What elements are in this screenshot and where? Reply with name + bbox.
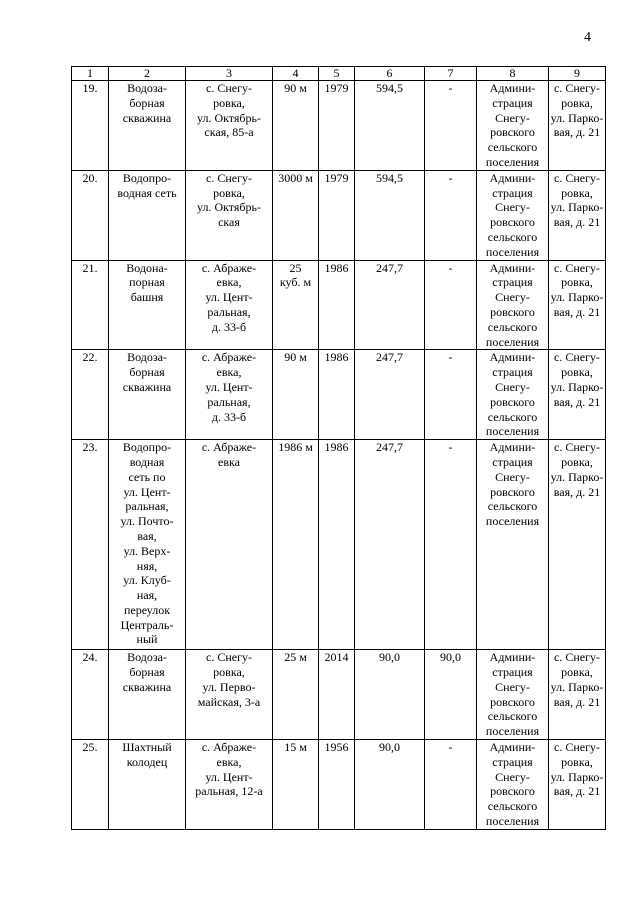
owner-name — [477, 81, 549, 171]
owner-address-line: ул. Парко- — [550, 290, 604, 305]
object-location-line: д. 33-б — [211, 409, 247, 424]
object-size — [273, 81, 319, 171]
residual-value: - — [425, 170, 477, 260]
owner-name-line: Админи- — [489, 350, 536, 365]
object-location-line: ул. Цент- — [205, 290, 253, 305]
object-location-line: д. 33-б — [211, 319, 247, 334]
object-name-line: ральная, — [125, 499, 169, 514]
table-row — [72, 170, 606, 260]
object-name-line: ул. Почто- — [120, 514, 174, 529]
residual-value: - — [425, 81, 477, 171]
object-name-line: борная — [129, 365, 165, 380]
owner-address-line: вая, д. 21 — [553, 215, 601, 230]
owner-address-line: вая, д. 21 — [553, 784, 601, 799]
object-name-line: Водона- — [126, 260, 168, 275]
object-location-line: евка — [218, 454, 240, 469]
header-cell-4: 4 — [273, 67, 319, 81]
owner-name-line: Админи- — [489, 739, 536, 754]
owner-name-line: ровского — [490, 304, 535, 319]
object-location-line: ул. Октябрь- — [197, 200, 261, 215]
owner-address-line: ровка, — [561, 454, 593, 469]
owner-name-line: страция — [492, 95, 533, 110]
object-location-line: с. Снегу- — [206, 81, 252, 95]
book-value: 594,5 — [355, 170, 425, 260]
object-location-line: ральная, 12-а — [195, 784, 263, 799]
book-value: 247,7 — [355, 440, 425, 650]
owner-name-line: сельского — [487, 319, 538, 334]
object-name-line: переулок — [123, 602, 171, 617]
object-name-line: башня — [130, 290, 164, 305]
table-row — [72, 440, 606, 650]
owner-name-line: сельского — [487, 799, 538, 814]
owner-address-line: вая, д. 21 — [553, 694, 601, 709]
object-location — [186, 170, 273, 260]
owner-address-line: с. Снегу- — [554, 81, 600, 95]
object-size-line: куб. м — [279, 275, 312, 290]
object-name-line: Водоза- — [127, 650, 167, 665]
row-number: 19. — [72, 81, 109, 171]
object-size — [273, 350, 319, 440]
header-cell-8: 8 — [477, 67, 549, 81]
object-location — [186, 81, 273, 171]
table-row — [72, 350, 606, 440]
owner-name-line: страция — [492, 664, 533, 679]
row-number: 24. — [72, 650, 109, 740]
object-name-line: ул. Цент- — [123, 484, 171, 499]
book-value: 90,0 — [355, 739, 425, 829]
object-location-line: ул. Цент- — [205, 769, 253, 784]
owner-name-line: сельского — [487, 140, 538, 155]
owner-address-line: с. Снегу- — [554, 440, 600, 455]
owner-address-line: ровка, — [561, 95, 593, 110]
object-size-line: 15 м — [284, 739, 307, 754]
object-location-line: ральная, — [207, 394, 251, 409]
owner-address-line: ровка, — [561, 365, 593, 380]
object-location-line: с. Снегу- — [206, 650, 252, 665]
owner-name-line: поселения — [485, 813, 540, 828]
object-size-line: 90 м — [284, 350, 307, 365]
book-value: 247,7 — [355, 350, 425, 440]
object-size — [273, 650, 319, 740]
owner-name — [477, 350, 549, 440]
owner-name-line: Админи- — [489, 170, 536, 185]
owner-address-line: с. Снегу- — [554, 650, 600, 665]
owner-name-line: Снегу- — [495, 379, 530, 394]
object-location-line: ул. Перво- — [202, 679, 256, 694]
object-name-line: борная — [129, 664, 165, 679]
object-name-line: Централь- — [120, 617, 174, 632]
object-name-line: Шахтный — [122, 739, 172, 754]
row-number: 22. — [72, 350, 109, 440]
object-size-line: 25 м — [284, 650, 307, 665]
owner-name — [477, 260, 549, 350]
object-name-line: скважина — [122, 679, 172, 694]
year-built: 1986 — [319, 350, 355, 440]
object-name-line: скважина — [122, 110, 172, 125]
owner-name-line: страция — [492, 365, 533, 380]
object-location-line: с. Абраже- — [201, 260, 257, 275]
object-size-line: 3000 м — [278, 170, 313, 185]
residual-value: - — [425, 350, 477, 440]
owner-address-line: ул. Парко- — [550, 379, 604, 394]
table-row — [72, 81, 606, 171]
book-value: 247,7 — [355, 260, 425, 350]
owner-address-line: с. Снегу- — [554, 170, 600, 185]
table-row — [72, 650, 606, 740]
page-number: 4 — [584, 30, 591, 45]
object-name-line: ул. Клуб- — [123, 573, 171, 588]
object-name-line: ная, — [136, 588, 158, 603]
owner-name-line: ровского — [490, 484, 535, 499]
object-location-line: с. Абраже- — [201, 739, 257, 754]
object-location-line: ровка, — [213, 185, 245, 200]
owner-name-line: ровского — [490, 394, 535, 409]
object-name — [109, 81, 186, 171]
book-value: 594,5 — [355, 81, 425, 171]
owner-name-line: Снегу- — [495, 769, 530, 784]
object-name-line: Водоза- — [127, 81, 167, 95]
object-name-line: сеть по — [128, 469, 166, 484]
table-row — [72, 739, 606, 829]
owner-address-line: с. Снегу- — [554, 739, 600, 754]
owner-name-line: Снегу- — [495, 110, 530, 125]
owner-name-line: сельского — [487, 499, 538, 514]
owner-name-line: сельского — [487, 409, 538, 424]
owner-name-line: Снегу- — [495, 200, 530, 215]
object-location — [186, 350, 273, 440]
object-location-line: ул. Цент- — [205, 379, 253, 394]
year-built: 2014 — [319, 650, 355, 740]
residual-value: 90,0 — [425, 650, 477, 740]
owner-name-line: Админи- — [489, 81, 536, 95]
owner-name-line: поселения — [485, 154, 540, 169]
owner-name-line: поселения — [485, 334, 540, 349]
object-name-line: ный — [136, 632, 158, 647]
object-name-line: няя, — [136, 558, 158, 573]
object-location-line: с. Снегу- — [206, 170, 252, 185]
object-location-line: с. Абраже- — [201, 440, 257, 455]
object-location — [186, 650, 273, 740]
owner-name — [477, 650, 549, 740]
owner-name-line: Админи- — [489, 650, 536, 665]
header-row — [72, 67, 606, 81]
year-built: 1979 — [319, 81, 355, 171]
object-name-line: водная сеть — [117, 185, 177, 200]
owner-address-line: с. Снегу- — [554, 260, 600, 275]
owner-name-line: ровского — [490, 125, 535, 140]
owner-name — [477, 440, 549, 650]
owner-name-line: Админи- — [489, 440, 536, 455]
year-built: 1986 — [319, 440, 355, 650]
owner-name-line: поселения — [485, 424, 540, 439]
year-built: 1956 — [319, 739, 355, 829]
owner-address-line: вая, д. 21 — [553, 484, 601, 499]
owner-name-line: ровского — [490, 784, 535, 799]
row-number: 21. — [72, 260, 109, 350]
owner-address-line: ровка, — [561, 664, 593, 679]
owner-address-line: ул. Парко- — [550, 110, 604, 125]
object-size-line: 90 м — [284, 81, 307, 95]
book-value: 90,0 — [355, 650, 425, 740]
object-location-line: ральная, — [207, 304, 251, 319]
owner-address-line: ул. Парко- — [550, 200, 604, 215]
header-cell-7: 7 — [425, 67, 477, 81]
object-name-line: порная — [129, 275, 165, 290]
object-location-line: ровка, — [213, 664, 245, 679]
owner-name-line: страция — [492, 754, 533, 769]
owner-address — [549, 81, 606, 171]
header-cell-3: 3 — [186, 67, 273, 81]
row-number: 25. — [72, 739, 109, 829]
owner-address-line: с. Снегу- — [554, 350, 600, 365]
residual-value: - — [425, 440, 477, 650]
object-name-line: скважина — [122, 379, 172, 394]
owner-address — [549, 650, 606, 740]
owner-name-line: сельского — [487, 709, 538, 724]
owner-address-line: ул. Парко- — [550, 469, 604, 484]
object-location — [186, 440, 273, 650]
header-cell-1: 1 — [72, 67, 109, 81]
object-name — [109, 260, 186, 350]
object-name-line: Водопро- — [122, 440, 172, 455]
owner-name-line: ровского — [490, 215, 535, 230]
header-cell-9: 9 — [549, 67, 606, 81]
owner-name-line: страция — [492, 275, 533, 290]
header-cell-5: 5 — [319, 67, 355, 81]
owner-name-line: ровского — [490, 694, 535, 709]
row-number: 20. — [72, 170, 109, 260]
object-location-line: ровка, — [213, 95, 245, 110]
object-location-line: майская, 3-а — [197, 694, 261, 709]
owner-name-line: Снегу- — [495, 290, 530, 305]
owner-address-line: вая, д. 21 — [553, 394, 601, 409]
owner-address-line: ул. Парко- — [550, 769, 604, 784]
object-name — [109, 350, 186, 440]
object-name-line: водная — [129, 454, 165, 469]
year-built: 1986 — [319, 260, 355, 350]
object-name — [109, 440, 186, 650]
object-location — [186, 739, 273, 829]
object-name — [109, 170, 186, 260]
object-size — [273, 739, 319, 829]
owner-name-line: поселения — [485, 244, 540, 259]
owner-address — [549, 170, 606, 260]
table-row — [72, 260, 606, 350]
object-size — [273, 260, 319, 350]
object-size-line: 1986 м — [278, 440, 313, 455]
owner-name-line: поселения — [485, 514, 540, 529]
owner-name-line: Админи- — [489, 260, 536, 275]
object-location-line: ская — [218, 215, 240, 230]
object-name — [109, 650, 186, 740]
owner-name-line: страция — [492, 185, 533, 200]
object-name-line: колодец — [126, 754, 168, 769]
owner-address-line: вая, д. 21 — [553, 304, 601, 319]
owner-address — [549, 260, 606, 350]
owner-address-line: ровка, — [561, 754, 593, 769]
owner-name — [477, 739, 549, 829]
object-size — [273, 170, 319, 260]
owner-address-line: вая, д. 21 — [553, 125, 601, 140]
owner-name-line: страция — [492, 454, 533, 469]
owner-name-line: сельского — [487, 229, 538, 244]
row-number: 23. — [72, 440, 109, 650]
object-name-line: борная — [129, 95, 165, 110]
owner-address — [549, 350, 606, 440]
owner-name-line: Снегу- — [495, 679, 530, 694]
owner-address-line: ул. Парко- — [550, 679, 604, 694]
residual-value: - — [425, 260, 477, 350]
owner-name-line: поселения — [485, 724, 540, 739]
object-location-line: ул. Октябрь- — [197, 110, 261, 125]
object-size-line: 25 — [289, 260, 302, 275]
object-location-line: евка, — [216, 365, 242, 380]
object-location-line: с. Абраже- — [201, 350, 257, 365]
object-name-line: Водопро- — [122, 170, 172, 185]
object-name-line: Водоза- — [127, 350, 167, 365]
object-name-line: ул. Верх- — [123, 543, 171, 558]
object-location — [186, 260, 273, 350]
object-location-line: евка, — [216, 754, 242, 769]
object-location-line: евка, — [216, 275, 242, 290]
object-size — [273, 440, 319, 650]
object-location-line: ская, 85-а — [204, 125, 254, 140]
residual-value: - — [425, 739, 477, 829]
header-cell-2: 2 — [109, 67, 186, 81]
header-cell-6: 6 — [355, 67, 425, 81]
owner-address-line: ровка, — [561, 185, 593, 200]
owner-name-line: Снегу- — [495, 469, 530, 484]
owner-address — [549, 739, 606, 829]
property-registry-table — [71, 66, 606, 830]
owner-name — [477, 170, 549, 260]
object-name — [109, 739, 186, 829]
owner-address — [549, 440, 606, 650]
owner-address-line: ровка, — [561, 275, 593, 290]
object-name-line: вая, — [137, 528, 157, 543]
year-built: 1979 — [319, 170, 355, 260]
